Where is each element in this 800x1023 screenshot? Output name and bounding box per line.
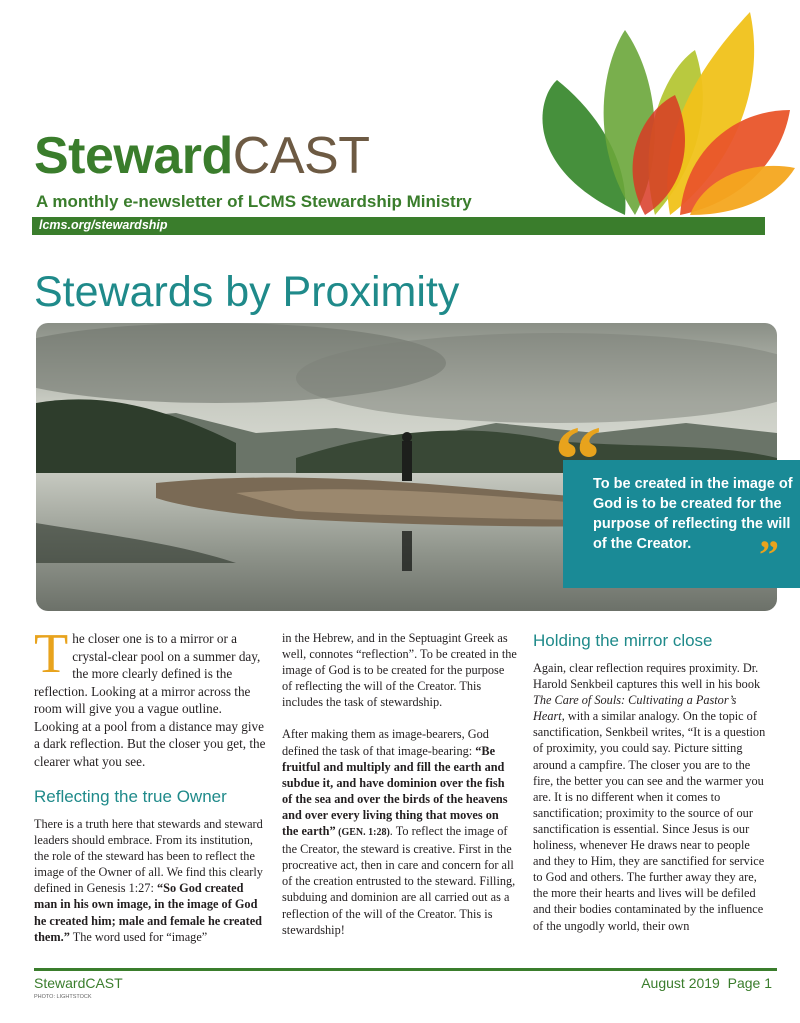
scripture-quote: “So God created man in his own image, in the image of God he created him; male and female he created them.” (34, 881, 263, 944)
footer-brand: StewardCAST (34, 975, 123, 991)
drop-cap: T (34, 623, 69, 685)
leaf-logo-graphic (505, 0, 800, 218)
article-paragraph (34, 816, 266, 945)
article-paragraph (533, 660, 768, 934)
scripture-quote: “Be fruitful and multiply and fill the earth and subdue it, and have dominion over the fish of the sea and over the birds of the heavens and over every living thing that moves on the earth” (282, 743, 508, 839)
section-heading: Reflecting the true Owner (34, 787, 227, 806)
tagline: A monthly e-newsletter of LCMS Stewardship Ministry (36, 192, 472, 211)
paragraph-text: . To reflect the image of the Creator, the steward is creative. First in the procreative act, then in care and concern for all of the creation entrusted to the steward. Filling, subduing and dominion are all carried out as a reflection of the will of the Creator. This is stewardship! (282, 824, 516, 937)
photo-credit: PHOTO: LIGHTSTOCK (34, 994, 92, 1000)
paragraph-text: After making them as image-bearers, God defined the task of that image-bearing: (282, 727, 489, 758)
paragraph-text: he closer one is to a mirror or a crystal-clear pool on a summer day, the more clearly defined is the reflection. Looking at a mirror across the room will give you a vague outline. Looking at a pool from a distance may give a dark reflection. But the closer you get, the clearer what you see. (34, 631, 266, 769)
url-bar (32, 217, 765, 235)
paragraph-text: Again, clear reflection requires proximity. Dr. Harold Senkbeil captures this well in his book (533, 661, 761, 692)
footer-rule (34, 968, 777, 971)
article-paragraph (282, 726, 517, 937)
article-column-3 (533, 630, 768, 950)
paragraph-text: There is a truth here that stewards and steward leaders should embrace. From its institution, the role of the steward has been to reflect the image of the Owner of all. We find this clearly defined in Genesis 1:27: (34, 817, 263, 896)
footer-date-page: August 2019 Page 1 (641, 975, 772, 991)
close-quote-mark: ” (759, 532, 779, 577)
paragraph-text: The word used for “image” (69, 929, 208, 944)
url-link[interactable]: lcms.org/stewardship (39, 218, 168, 232)
section-heading: Holding the mirror close (533, 631, 713, 650)
article-column-2 (282, 630, 517, 954)
brand-bold: Steward (34, 127, 233, 185)
newsletter-brand (34, 126, 369, 186)
paragraph-text: , with a similar analogy. On the topic of sanctification, Senkbeil writes, “It is a question of proximity, you could say. Picture sitting around a campfire. The closer you are to the fire, the better you can see and the warmer you are. It is no different when it comes to sanctification; proximity to the source of our sanctification is essential. Since Jesus is our holiness, whenever He draws near to people and they to Him, they are sanctified for service to God and others. The further away they are, the more their hearts and lives will be defiled and their bodies contaminated by the influence of the ungodly world, their own (533, 709, 766, 933)
book-title: The Care of Souls: Cultivating a Pastor’s Heart (533, 693, 737, 724)
article-headline: Stewards by Proximity (34, 268, 460, 316)
article-paragraph (34, 623, 266, 770)
article-column-1 (34, 623, 266, 961)
scripture-reference: (GEN. 1:28) (335, 827, 390, 839)
brand-light: CAST (232, 127, 370, 185)
open-quote-mark: “ (554, 406, 602, 513)
pull-quote-text: To be created in the image of God is to be created for the purpose of reflecting the will of the Creator. (593, 476, 793, 552)
article-paragraph: in the Hebrew, and in the Septuagint Greek as well, connotes “reflection”. To be created in the image of God is to be created for the purpose of reflecting the will of the Creator. This includes the task of stewardship. (282, 631, 517, 710)
